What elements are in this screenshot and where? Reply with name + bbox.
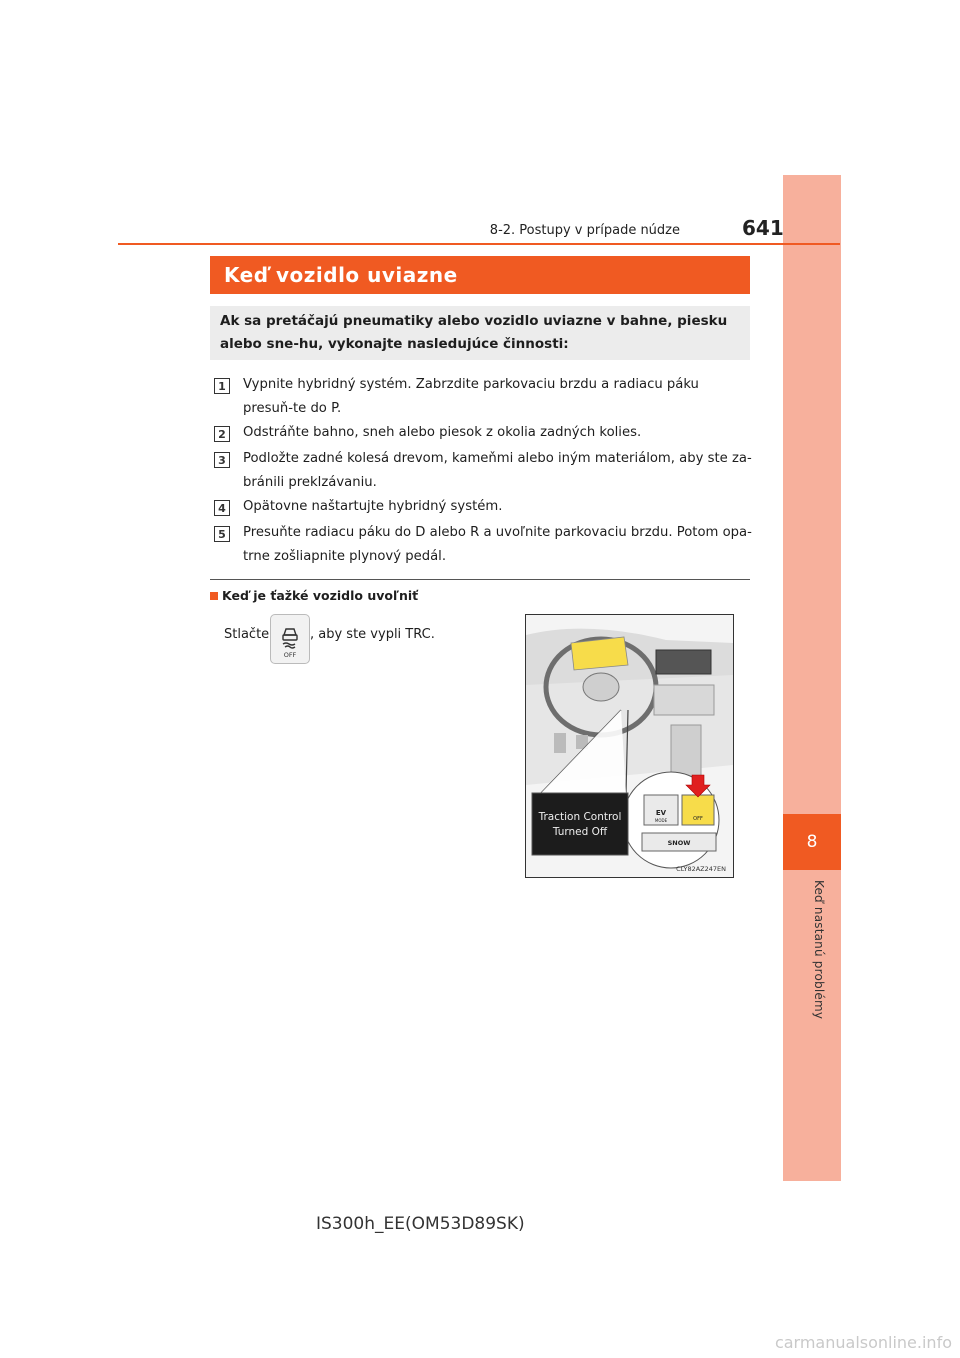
page-title: Keď vozidlo uviazne bbox=[210, 256, 750, 294]
watermark: carmanualsonline.info bbox=[774, 1333, 952, 1352]
svg-text:MODE: MODE bbox=[654, 818, 668, 823]
model-code: IS300h_EE(OM53D89SK) bbox=[316, 1214, 525, 1234]
chapter-label: Keď nastanú problémy bbox=[812, 880, 826, 1020]
section-divider bbox=[210, 579, 750, 580]
chapter-number: 8 bbox=[783, 814, 841, 870]
step-number: 1 bbox=[214, 378, 230, 394]
step-text: Opätovne naštartujte hybridný systém. bbox=[243, 499, 503, 514]
svg-text:CLY82AZ247EN: CLY82AZ247EN bbox=[676, 865, 726, 873]
step-number: 3 bbox=[214, 452, 230, 468]
square-bullet-icon bbox=[210, 592, 218, 600]
note-text-after: , aby ste vypli TRC. bbox=[310, 627, 435, 642]
step-text: Podložte zadné kolesá drevom, kameňmi alebo iným materiálom, aby ste za-bránili preklzávaniu. bbox=[243, 451, 752, 490]
step-number: 2 bbox=[214, 426, 230, 442]
note-heading bbox=[210, 588, 418, 603]
svg-text:OFF: OFF bbox=[283, 651, 297, 659]
svg-text:Turned Off: Turned Off bbox=[552, 826, 608, 838]
header-divider bbox=[118, 243, 840, 245]
page-number: 641 bbox=[742, 216, 784, 240]
svg-text:OFF: OFF bbox=[693, 816, 703, 822]
step-text: Vypnite hybridný systém. Zabrzdite parkovaciu brzdu a radiacu páku presuň-te do P. bbox=[243, 377, 699, 416]
svg-text:EV: EV bbox=[655, 809, 667, 817]
svg-text:SNOW: SNOW bbox=[667, 839, 691, 847]
step-number: 5 bbox=[214, 526, 230, 542]
trc-off-button-icon bbox=[270, 614, 310, 664]
step-text: Presuňte radiacu páku do D alebo R a uvoľnite parkovaciu brzdu. Potom opa-trne zošliapnite plynový pedál. bbox=[243, 525, 752, 564]
intro-box: Ak sa pretáčajú pneumatiky alebo vozidlo uviazne v bahne, piesku alebo sne-hu, vykonajte nasledujúce činnosti: bbox=[210, 306, 750, 360]
svg-text:Traction Control: Traction Control bbox=[538, 811, 622, 823]
dashboard-illustration bbox=[525, 614, 734, 878]
note-text-before: Stlačte bbox=[224, 627, 270, 642]
section-title: 8-2. Postupy v prípade núdze bbox=[489, 223, 680, 238]
step-text: Odstráňte bahno, sneh alebo piesok z okolia zadných kolies. bbox=[243, 425, 642, 440]
note-heading-text: Keď je ťažké vozidlo uvoľniť bbox=[222, 588, 419, 603]
side-chapter-tab bbox=[783, 175, 841, 1181]
step-number: 4 bbox=[214, 500, 230, 516]
